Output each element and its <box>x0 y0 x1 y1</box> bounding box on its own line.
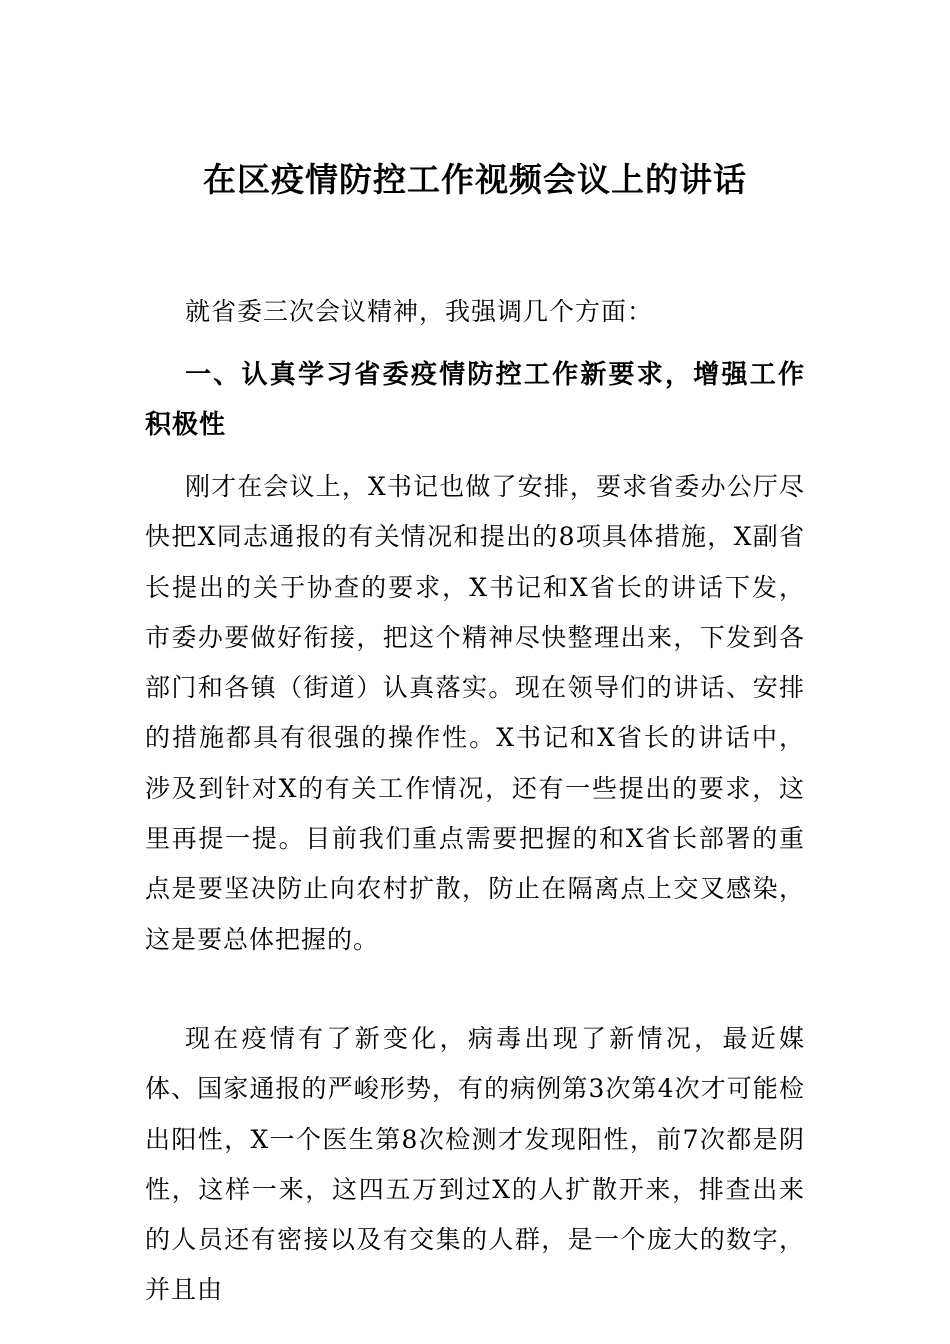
document-title: 在区疫情防控工作视频会议上的讲话 <box>203 160 747 199</box>
section-heading: 一、认真学习省委疫情防控工作新要求，增强工作积极性 <box>145 360 805 440</box>
body-paragraph: 刚才在会议上，X书记也做了安排，要求省委办公厅尽快把X同志通报的有关情况和提出的8项具体措施，X副省长提出的关于协查的要求，X书记和X省长的讲话下发，市委办要做好衔接，把这个精神尽快整理出来，下发到各部门和各镇（街道）认真落实。现在领导们的讲话、安排的措施都具有很强的操作性。X书记和X省长的讲话中，涉及到针对X的有关工作情况，还有一些提出的要求，这里再提一提。目前我们重点需要把握的和X省长部署的重点是要坚决防止向农村扩散，防止在隔离点上交叉感染，这是要总体把握的。 <box>145 472 805 954</box>
intro-paragraph: 就省委三次会议精神，我强调几个方面： <box>185 297 654 326</box>
body-paragraph: 现在疫情有了新变化，病毒出现了新情况，最近媒体、国家通报的严峻形势，有的病例第3次第4次才可能检出阳性，X一个医生第8次检测才发现阳性，前7次都是阴性，这样一来，这四五万到过X的人扩散开来，排查出来的人员还有密接以及有交集的人群，是一个庞大的数字，并且由 <box>145 1024 805 1305</box>
